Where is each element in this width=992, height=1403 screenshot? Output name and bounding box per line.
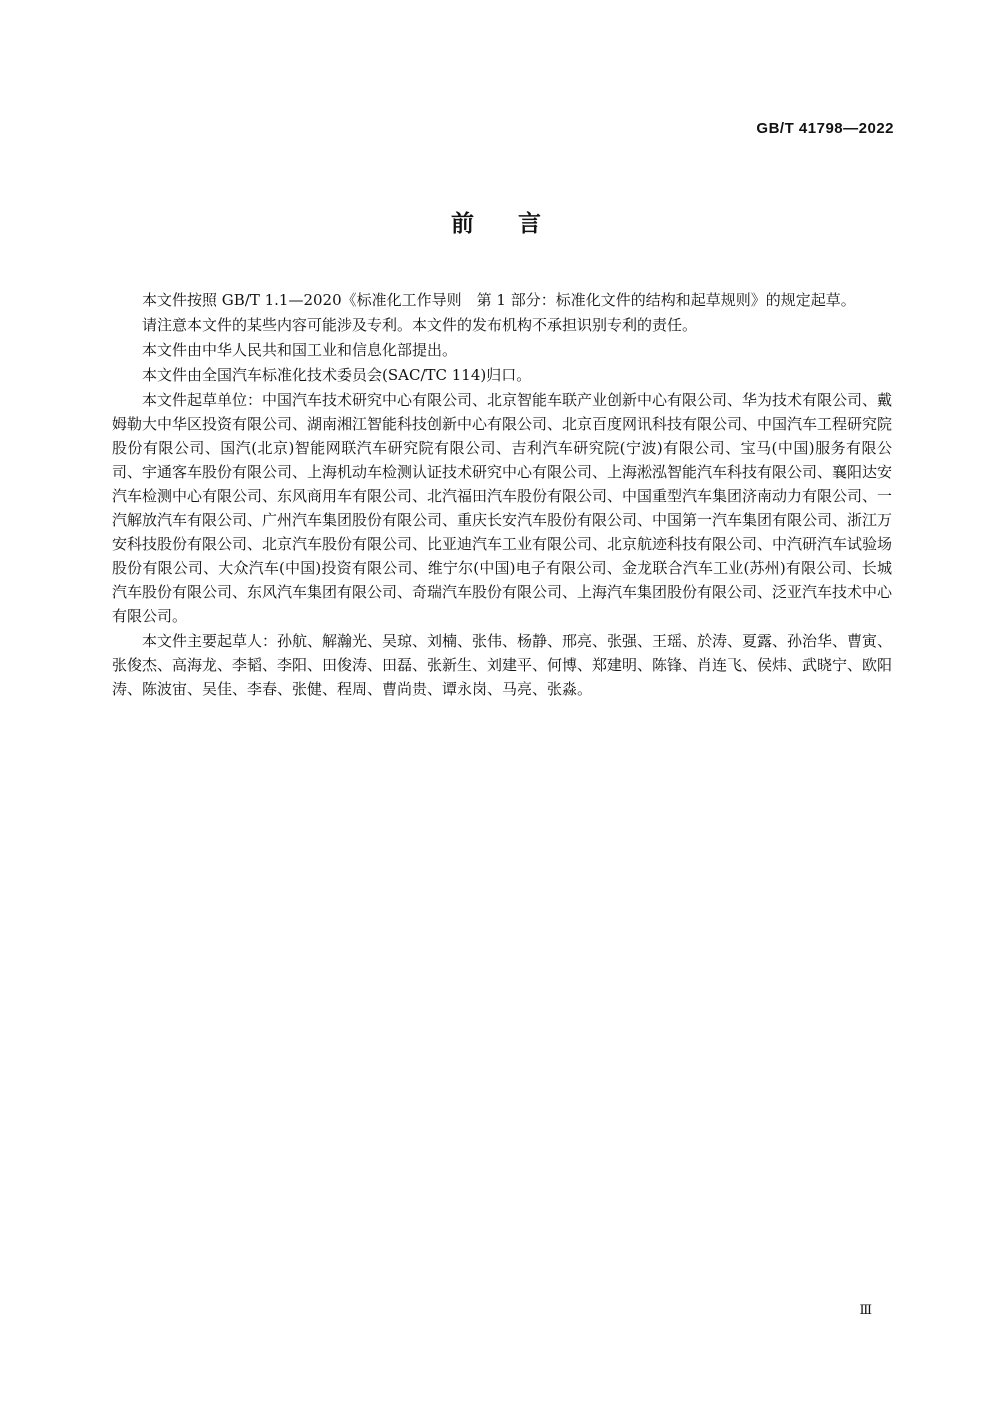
paragraph-committee: 本文件由全国汽车标准化技术委员会(SAC/TC 114)归口。 (142, 366, 532, 384)
foreword-body (112, 288, 892, 702)
paragraph-drafting-rules: 本文件按照 GB/T 1.1—2020《标准化工作导则 第 1 部分：标准化文件的结构和起草规则》的规定起草。 (142, 291, 856, 309)
paragraph-drafting-units: 本文件起草单位：中国汽车技术研究中心有限公司、北京智能车联产业创新中心有限公司、华为技术有限公司、戴姆勒大中华区投资有限公司、湖南湘江智能科技创新中心有限公司、北京百度网讯科技有限公司、中国汽车工程研究院股份有限公司、国汽(北京)智能网联汽车研究院有限公司、吉利汽车研究院(宁波)有限公司、宝马(中国)服务有限公司、宇通客车股份有限公司、上海机动车检测认证技术研究中心有限公司、上海淞泓智能汽车科技有限公司、襄阳达安汽车检测中心有限公司、东风商用车有限公司、北汽福田汽车股份有限公司、中国重型汽车集团济南动力有限公司、一汽解放汽车有限公司、广州汽车集团股份有限公司、重庆长安汽车股份有限公司、中国第一汽车集团有限公司、浙江万安科技股份有限公司、北京汽车股份有限公司、比亚迪汽车工业有限公司、北京航迹科技有限公司、中汽研汽车试验场股份有限公司、大众汽车(中国)投资有限公司、维宁尔(中国)电子有限公司、金龙联合汽车工业(苏州)有限公司、长城汽车股份有限公司、东风汽车集团有限公司、奇瑞汽车股份有限公司、上海汽车集团股份有限公司、泛亚汽车技术中心有限公司。 (112, 391, 893, 625)
standard-number: GB/T 41798—2022 (756, 120, 894, 137)
page-title: 前言 (451, 211, 585, 237)
page-number: Ⅲ (859, 1303, 872, 1318)
paragraph-proposer: 本文件由中华人民共和国工业和信息化部提出。 (142, 341, 458, 359)
paragraph-patent-notice: 请注意本文件的某些内容可能涉及专利。本文件的发布机构不承担识别专利的责任。 (142, 316, 698, 334)
paragraph-drafters: 本文件主要起草人：孙航、解瀚光、吴琼、刘楠、张伟、杨静、邢亮、张强、王瑶、於涛、夏露、孙治华、曹寅、张俊杰、高海龙、李韬、李阳、田俊涛、田磊、张新生、刘建平、何博、郑建明、陈锋、肖连飞、侯炜、武晓宁、欧阳涛、陈波宙、吴佳、李春、张健、程周、曹尚贵、谭永岗、马亮、张淼。 (112, 632, 893, 698)
